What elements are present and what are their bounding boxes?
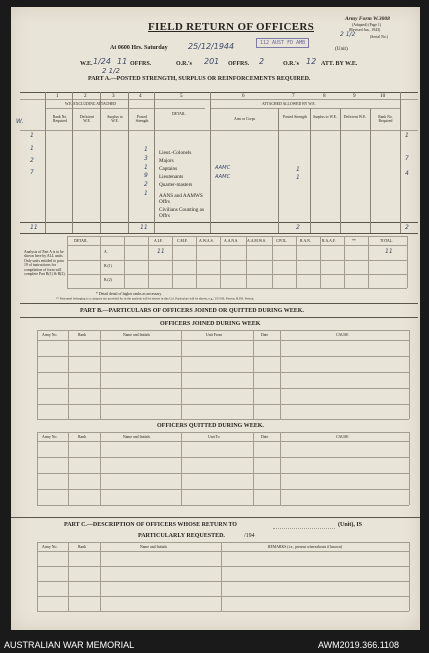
joined-hdr-name: Name and Initials <box>123 333 150 337</box>
att-label: ATT. BY W.E. <box>321 61 358 67</box>
hdr-rank-required-2: Rank No. Required <box>378 115 393 123</box>
detail-col-0 <box>67 236 68 288</box>
we-value: 1/24 <box>93 57 111 66</box>
hand-c4-e: 2 <box>144 181 148 188</box>
hand-c4-c: 1 <box>144 164 148 171</box>
part-a-top-rule <box>20 92 418 93</box>
colnum-8: 8 <box>323 93 326 99</box>
col-line-9 <box>340 108 341 233</box>
army-form-label: Army Form W.3008 <box>345 16 390 22</box>
ors-label-2: O.R.'s <box>283 61 300 67</box>
detail-col-9 <box>296 236 297 288</box>
part-c-requested: PARTICULARLY REQUESTED. <box>138 533 225 539</box>
joined-hdr-rank: Rank <box>78 333 87 337</box>
hand-c1-c: 2 <box>30 157 34 164</box>
quitted-row-3 <box>37 489 409 490</box>
colnum-6: 6 <box>242 93 245 99</box>
detail-row-b2: B.(2) <box>104 278 112 282</box>
part-a-header-rule <box>20 130 418 131</box>
hdr-arm-corps: Arm or Corps <box>234 117 256 121</box>
joined-col-4 <box>253 330 254 419</box>
hand-c1-d: 7 <box>30 169 34 176</box>
detail-hdr-ran: R.A.N. <box>300 239 311 243</box>
colnum-1: 1 <box>56 93 59 99</box>
part-c-unit-is: (Unit), IS <box>338 522 363 528</box>
part-c-col-4 <box>409 542 410 611</box>
detail-row-a: A. <box>104 250 108 254</box>
part-c-hdr-army-no: Army No. <box>42 545 58 549</box>
colnum-2: 2 <box>84 93 87 99</box>
joined-row-1 <box>37 356 409 357</box>
part-c-row-3 <box>37 596 409 597</box>
hdr-surplus-1: Surplus to W.E. <box>107 115 123 123</box>
ors-label-1: O.R.'s <box>176 61 193 67</box>
quitted-hdr-unit-to: Unit To <box>208 435 220 439</box>
quitted-col-2 <box>100 432 101 505</box>
joined-row-2 <box>37 372 409 373</box>
att-offrs-value: 2 <box>259 57 265 66</box>
total-c4: 11 <box>140 224 148 231</box>
hand-c4-f: 1 <box>144 190 148 197</box>
footer-accession: AWM2019.366.1108 <box>318 640 400 650</box>
col-line-3 <box>100 92 101 233</box>
quitted-bottom-rule <box>37 505 409 506</box>
detail-hdr-other: ** <box>352 239 356 243</box>
detail-hdr-awas: A.W.A.S. <box>199 239 214 243</box>
footnote-2: ** Personnel belonging to a category not provided for in the analysis will be shown in this Col. Particulars will be shown, e.g., US N.R. Person, H.P.R. Person. <box>56 297 255 301</box>
detail-hdr-detail: DETAIL <box>74 239 88 243</box>
joined-col-3 <box>181 330 182 419</box>
joined-top-rule <box>37 330 409 331</box>
colnum-7: 7 <box>292 93 295 99</box>
quitted-col-6 <box>409 432 410 505</box>
colnum-4: 4 <box>139 93 142 99</box>
joined-title: OFFICERS JOINED DURING WEEK <box>160 321 261 327</box>
colnum-3: 3 <box>112 93 115 99</box>
we-label: W.E. <box>80 61 93 67</box>
detail-col-11 <box>344 236 345 288</box>
rank-civilians: Civilians Counting as Offrs <box>159 207 204 219</box>
detail-hdr-cmf: C.M.F. <box>177 239 188 243</box>
colnum-5: 5 <box>180 93 183 99</box>
joined-row-4 <box>37 404 409 405</box>
time-line: At 0600 Hrs. Saturday <box>110 45 168 51</box>
rank-quartermasters: Quarter-masters <box>159 182 193 188</box>
quitted-col-4 <box>253 432 254 505</box>
detail-bottom-rule <box>67 288 407 289</box>
detail-col-2 <box>124 236 125 288</box>
detail-hdr-aif: A.I.F. <box>154 239 163 243</box>
footer-source: AUSTRALIAN WAR MEMORIAL <box>4 640 135 650</box>
part-c-col-1 <box>68 542 69 611</box>
hand-c7-b: 1 <box>296 174 300 181</box>
revised-label: (Revised Jan., 1943) <box>349 28 381 32</box>
part-b-top-rule <box>20 303 418 304</box>
col-line-8 <box>310 108 311 233</box>
part-c-row-1 <box>37 566 409 567</box>
archive-footer <box>0 638 429 653</box>
we-offrs-value: 11 <box>117 57 128 66</box>
part-c-hdr-remarks: REMARKS (i.e., present whereabouts if known) <box>268 545 343 549</box>
col-line-1 <box>45 92 46 233</box>
rank-lt-col: Lieut.-Colonels <box>159 150 192 156</box>
joined-col-6 <box>409 330 410 419</box>
unit-stamp: 112 AUST FD AMB <box>256 38 309 48</box>
offrs-label: OFFRS. <box>130 61 152 67</box>
attached-header: ATTACHED ALLOWED BY W.E. <box>262 102 316 106</box>
quitted-hdr-name: Name and Initials <box>123 435 150 439</box>
hand-c7-a: 1 <box>296 166 300 173</box>
detail-col-10 <box>320 236 321 288</box>
hand-side-b: 1 <box>405 132 409 139</box>
part-c-hdr-rank: Rank <box>78 545 87 549</box>
joined-col-5 <box>280 330 281 419</box>
joined-col-0 <box>37 330 38 419</box>
hdr-posted-2: Posted Strength <box>283 115 307 119</box>
detail-row-a-rule <box>67 260 407 261</box>
total-c1: 11 <box>30 224 38 231</box>
part-b-title: PART B.—PARTICULARS OF OFFICERS JOINED OR QUITTED DURING WEEK. <box>80 308 304 314</box>
detail-col-5 <box>196 236 197 288</box>
part-c-unit-blank <box>273 528 335 529</box>
col-line-4 <box>128 92 129 233</box>
joined-hdr-date: Date <box>261 333 269 337</box>
we-excl-rule <box>45 108 205 109</box>
detail-col-7 <box>246 236 247 288</box>
part-c-hdr-name: Name and Initials <box>140 545 167 549</box>
detail-col-13 <box>407 236 408 288</box>
quitted-row-2 <box>37 473 409 474</box>
joined-col-2 <box>100 330 101 419</box>
quitted-col-5 <box>280 432 281 505</box>
quitted-row-1 <box>37 457 409 458</box>
part-b-title-rule <box>20 317 418 318</box>
quitted-header-rule <box>37 441 409 442</box>
hand-c1-a: 1 <box>30 132 34 139</box>
quitted-title: OFFICERS QUITTED DURING WEEK. <box>157 423 264 429</box>
total-c7: 2 <box>296 224 300 231</box>
quitted-col-1 <box>68 432 69 505</box>
part-a-colnum-rule <box>20 99 418 100</box>
quitted-col-3 <box>181 432 182 505</box>
rank-captains: Captains <box>159 166 178 172</box>
col-line-11 <box>400 92 401 233</box>
hand-side-a: W. <box>16 118 24 125</box>
part-c-header-rule <box>37 551 409 552</box>
part-c-table-top <box>37 542 409 543</box>
detail-hand-total: 11 <box>385 248 393 255</box>
part-c-col-3 <box>221 542 222 611</box>
part-c-top-rule <box>11 517 420 518</box>
detail-col-4 <box>172 236 173 288</box>
hand-side-c: 7 <box>405 155 409 162</box>
hdr-rank-required-1: Rank No. Required <box>52 115 68 123</box>
hdr-deficient-2: Deficient W.E. <box>343 115 367 119</box>
detail-hdr-aans: A.A.N.S. <box>224 239 239 243</box>
total-c10: 2 <box>405 224 409 231</box>
joined-hdr-cause: CAUSE <box>336 333 349 337</box>
serial-value: 2 1/2 <box>340 31 356 38</box>
rank-lieutenants: Lieutenants <box>159 174 184 180</box>
part-c-bottom-rule <box>37 611 409 612</box>
we-excl-header: W.E. EXCLUDING ATTACHED <box>65 102 117 106</box>
col-line-5 <box>154 92 155 233</box>
detail-hdr-aamws: A.A.M.W.S. <box>247 239 266 243</box>
rank-majors: Majors <box>159 158 174 164</box>
analysis-note: Analysis of Part A is to be shown here by ALL units. Only units entitled to para 19 of instructions for compilation of form will complete Part B(1) & B(2). <box>24 250 66 277</box>
quitted-hdr-rank: Rank <box>78 435 87 439</box>
joined-row-3 <box>37 388 409 389</box>
detail-hand-aif: 11 <box>157 248 165 255</box>
colnum-10: 10 <box>380 93 386 99</box>
hdr-surplus-2: Surplus to W.E. <box>313 115 337 119</box>
joined-hdr-unit-from: Unit From <box>206 333 222 337</box>
quitted-hdr-army-no: Army No. <box>42 435 58 439</box>
we-ors-value: 201 <box>204 57 220 66</box>
part-a-body-rule <box>20 222 418 223</box>
col-line-10 <box>370 108 371 233</box>
detail-col-12 <box>368 236 369 288</box>
detail-row-b1-rule <box>67 274 407 275</box>
part-c-title: PART C.—DESCRIPTION OF OFFICERS WHOSE RETURN TO <box>64 522 237 528</box>
colnum-9: 9 <box>353 93 356 99</box>
detail-col-8 <box>272 236 273 288</box>
hand-side-d: 4 <box>405 170 409 177</box>
part-c-row-2 <box>37 581 409 582</box>
hand-c4-a: 1 <box>144 146 148 153</box>
attached-rule <box>210 108 400 109</box>
part-c-col-0 <box>37 542 38 611</box>
unit-label: (Unit) <box>335 46 348 52</box>
part-a-total-rule <box>20 233 418 234</box>
date-value: 25/12/1944 <box>188 42 235 51</box>
serial-label: (Serial No.) <box>370 35 388 39</box>
hdr-deficient-1: Deficient W.E. <box>79 115 95 123</box>
hand-c4-b: 3 <box>144 155 148 162</box>
adapted-label: (Adapted) (Page 1) <box>352 23 382 27</box>
hand-arm-1: AAMC <box>215 165 231 171</box>
rank-aans: AANS and AAMWS Offrs <box>159 193 203 205</box>
quitted-col-0 <box>37 432 38 505</box>
quitted-hdr-cause: CAUSE <box>336 435 349 439</box>
joined-header-rule <box>37 340 409 341</box>
hdr-posted-1: Posted Strength <box>135 115 149 123</box>
detail-hdr-raaf: R.A.A.F. <box>322 239 336 243</box>
hand-c4-d: 9 <box>144 172 148 179</box>
detail-col-1 <box>100 236 101 288</box>
footnote-1: * Detail detail of higher ranks as necessary. <box>96 292 162 296</box>
detail-hdr-civil: CIVIL. <box>276 239 288 243</box>
part-c-col-2 <box>100 542 101 611</box>
part-c-date: /194 <box>244 533 255 539</box>
col-line-6 <box>210 92 211 233</box>
col-line-2 <box>72 92 73 233</box>
form-title: FIELD RETURN OF OFFICERS <box>148 21 315 33</box>
detail-col-3 <box>148 236 149 288</box>
detail-top-rule <box>67 236 407 237</box>
joined-bottom-rule <box>37 419 409 420</box>
detail-col-6 <box>220 236 221 288</box>
we-sub-value: 2 1/2 <box>102 67 120 75</box>
detail-header-rule <box>67 245 407 246</box>
joined-hdr-army-no: Army No. <box>42 333 58 337</box>
offrs-label-2: OFFRS. <box>228 61 250 67</box>
detail-hdr-total: TOTAL. <box>380 239 394 243</box>
att-ors-value: 12 <box>306 57 317 66</box>
joined-col-1 <box>68 330 69 419</box>
hand-c1-b: 1 <box>30 145 34 152</box>
col-line-7 <box>278 108 279 233</box>
hdr-detail: DETAIL <box>172 112 186 116</box>
hand-arm-2: AAMC <box>215 174 231 180</box>
part-a-title: PART A.—POSTED STRENGTH, SURPLUS OR REINFORCEMENTS REQUIRED. <box>88 76 311 82</box>
quitted-top-rule <box>37 432 409 433</box>
detail-row-b1: B.(1) <box>104 264 112 268</box>
quitted-hdr-date: Date <box>261 435 269 439</box>
